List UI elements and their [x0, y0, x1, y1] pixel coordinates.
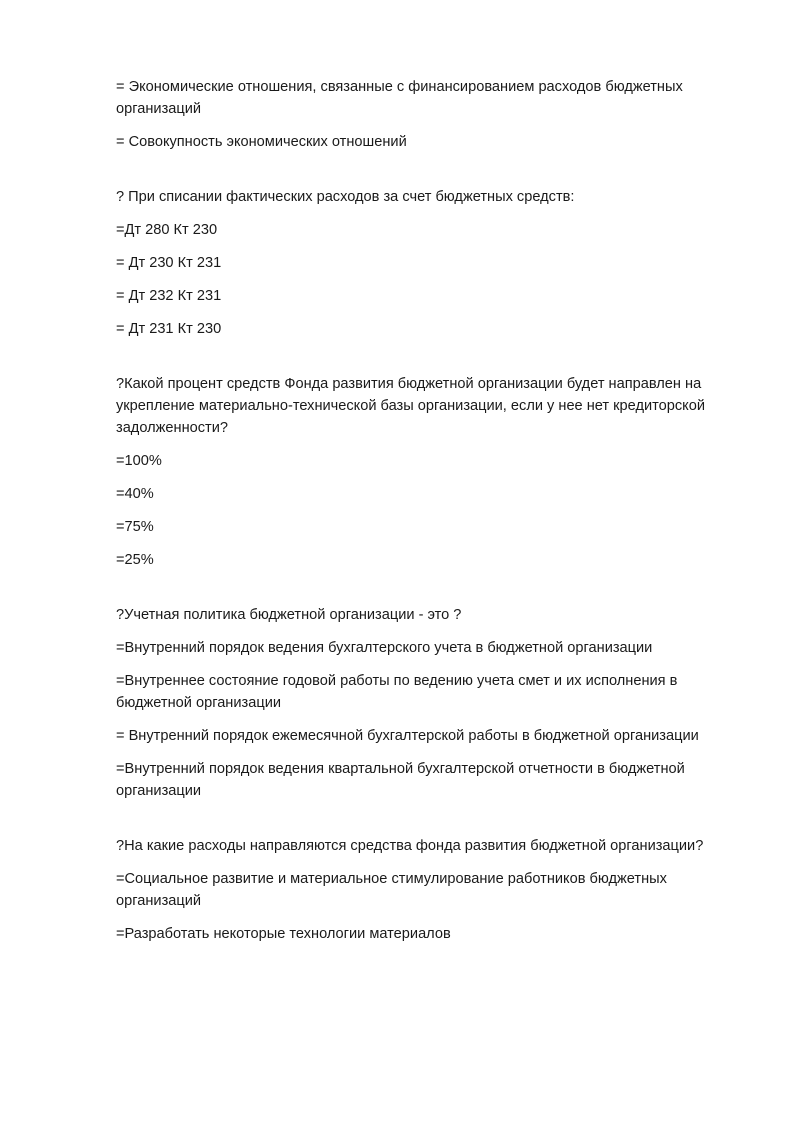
answer-option: =40%	[116, 486, 154, 502]
question-text: ? При списании фактических расходов за счет бюджетных средств:	[116, 189, 575, 205]
spacer	[116, 351, 716, 373]
spacer	[116, 582, 716, 604]
answer-option: =Социальное развитие и материальное стимулирование работников бюджетных организаций	[116, 871, 667, 909]
answer-option: =100%	[116, 453, 162, 469]
document-content	[116, 76, 716, 956]
answer-option: = Совокупность экономических отношений	[116, 134, 407, 150]
answer-option: = Дт 231 Кт 230	[116, 321, 222, 337]
answer-option: =75%	[116, 519, 154, 535]
answer-option: =Разработать некоторые технологии материалов	[116, 926, 451, 942]
answer-option: =Дт 280 Кт 230	[116, 222, 218, 238]
question-text: ?Какой процент средств Фонда развития бюджетной организации будет направлен на укрепление материально-технической базы организации, если у нее нет кредиторской задолженности?	[116, 376, 705, 436]
answer-option: = Дт 232 Кт 231	[116, 288, 222, 304]
answer-option: = Дт 230 Кт 231	[116, 255, 222, 271]
answer-option: =25%	[116, 552, 154, 568]
answer-option: = Экономические отношения, связанные с финансированием расходов бюджетных организаций	[116, 79, 683, 117]
spacer	[116, 164, 716, 186]
answer-option: = Внутренний порядок ежемесячной бухгалтерской работы в бюджетной организации	[116, 728, 699, 744]
question-text: ?На какие расходы направляются средства фонда развития бюджетной организации?	[116, 838, 704, 854]
spacer	[116, 813, 716, 835]
answer-option: =Внутренний порядок ведения квартальной бухгалтерской отчетности в бюджетной организации	[116, 761, 685, 799]
question-text: ?Учетная политика бюджетной организации - это ?	[116, 607, 462, 623]
answer-option: =Внутренний порядок ведения бухгалтерского учета в бюджетной организации	[116, 640, 653, 656]
answer-option: =Внутреннее состояние годовой работы по ведению учета смет и их исполнения в бюджетной организации	[116, 673, 678, 711]
